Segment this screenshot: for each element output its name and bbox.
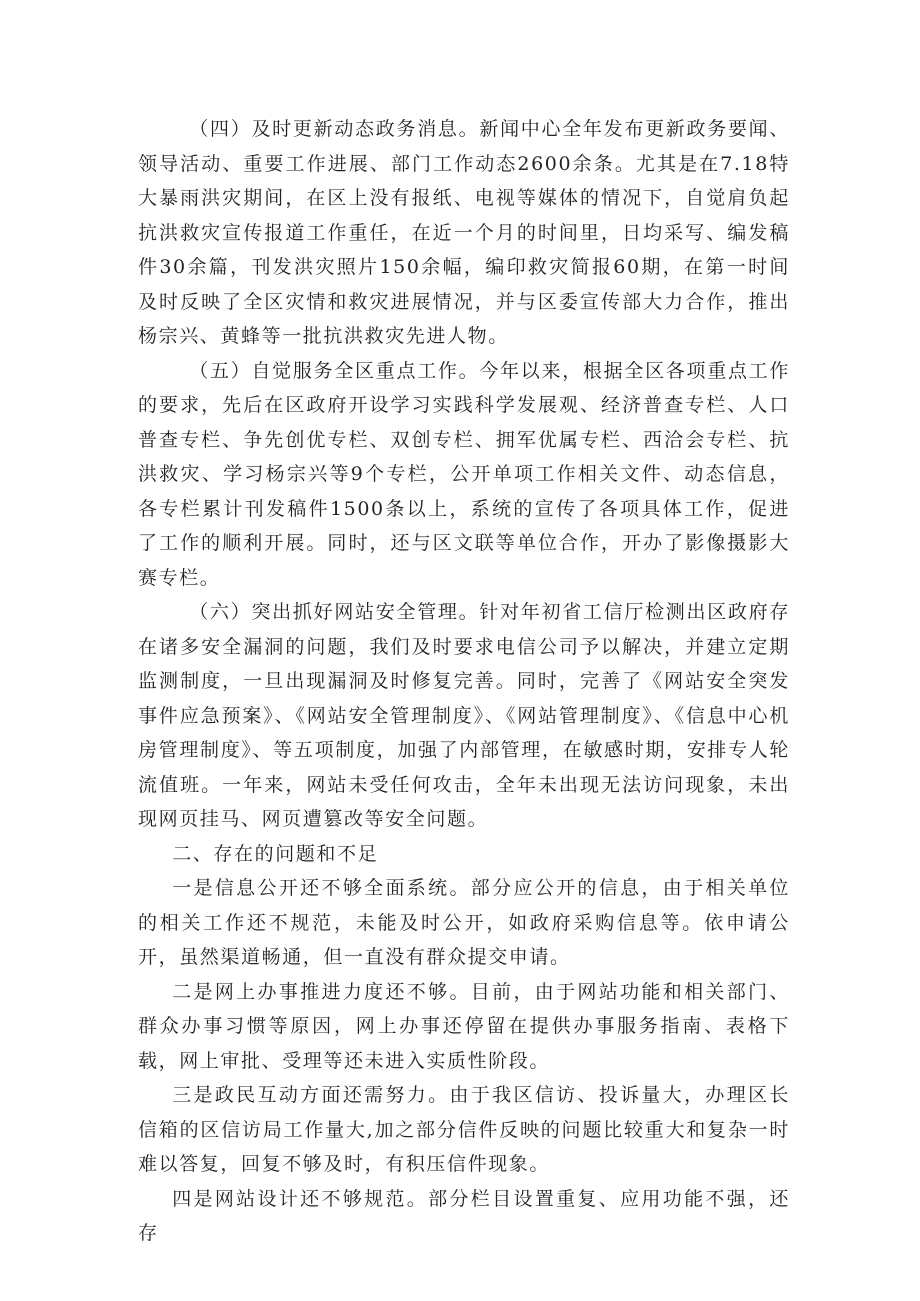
paragraph-item-4: （四）及时更新动态政务消息。新闻中心全年发布更新政务要闻、领导活动、重要工作进展、部门工作动态2600余条。尤其是在7.18特大暴雨洪灾期间，在区上没有报纸、电视等媒体的情况下，自觉肩负起抗洪救灾宣传报道工作重任，在近一个月的时间里，日均采写、编发稿件30余篇，刊发洪灾照片150余幅，编印救灾简报60期，在第一时间及时反映了全区灾情和救灾进展情况，并与区委宣传部大力合作，推出杨宗兴、黄蜂等一批抗洪救灾先进人物。 <box>138 118 790 347</box>
problem-paragraph-4: 四是网站设计还不够规范。部分栏目设置重复、应用功能不强，还存 <box>138 1187 790 1244</box>
document-body <box>138 112 790 1251</box>
paragraph-item-6: （六）突出抓好网站安全管理。针对年初省工信厅检测出区政府存在诸多安全漏洞的问题，我们及时要求电信公司予以解决，并建立定期监测制度，一旦出现漏洞及时修复完善。同时，完善了《网站安全突发事件应急预案》、《网站安全管理制度》、《网站管理制度》、《信息中心机房管理制度》、等五项制度，加强了内部管理，在敏感时期，安排专人轮流值班。一年来，网站未受任何攻击，全年未出现无法访问现象，未出现网页挂马、网页遭篡改等安全问题。 <box>138 601 790 830</box>
paragraph-item-5: （五）自觉服务全区重点工作。今年以来，根据全区各项重点工作的要求，先后在区政府开设学习实践科学发展观、经济普查专栏、人口普查专栏、争先创优专栏、双创专栏、拥军优属专栏、西洽会专栏、抗洪救灾、学习杨宗兴等9个专栏，公开单项工作相关文件、动态信息，各专栏累计刊发稿件1500条以上，系统的宣传了各项具体工作，促进了工作的顺利开展。同时，还与区文联等单位合作，开办了影像摄影大赛专栏。 <box>138 359 790 589</box>
problem-paragraph-1: 一是信息公开还不够全面系统。部分应公开的信息，由于相关单位的相关工作还不规范，未能及时公开，如政府采购信息等。依申请公开，虽然渠道畅通，但一直没有群众提交申请。 <box>138 877 790 968</box>
problem-paragraph-2: 二是网上办事推进力度还不够。目前，由于网站功能和相关部门、群众办事习惯等原因，网上办事还停留在提供办事服务指南、表格下载，网上审批、受理等还未进入实质性阶段。 <box>138 980 790 1072</box>
section-heading: 二、存在的问题和不足 <box>172 842 379 865</box>
problem-paragraph-3: 三是政民互动方面还需努力。由于我区信访、投诉量大，办理区长信箱的区信访局工作量大,加之部分信件反映的问题比较重大和复杂一时难以答复，回复不够及时，有积压信件现象。 <box>138 1084 790 1175</box>
